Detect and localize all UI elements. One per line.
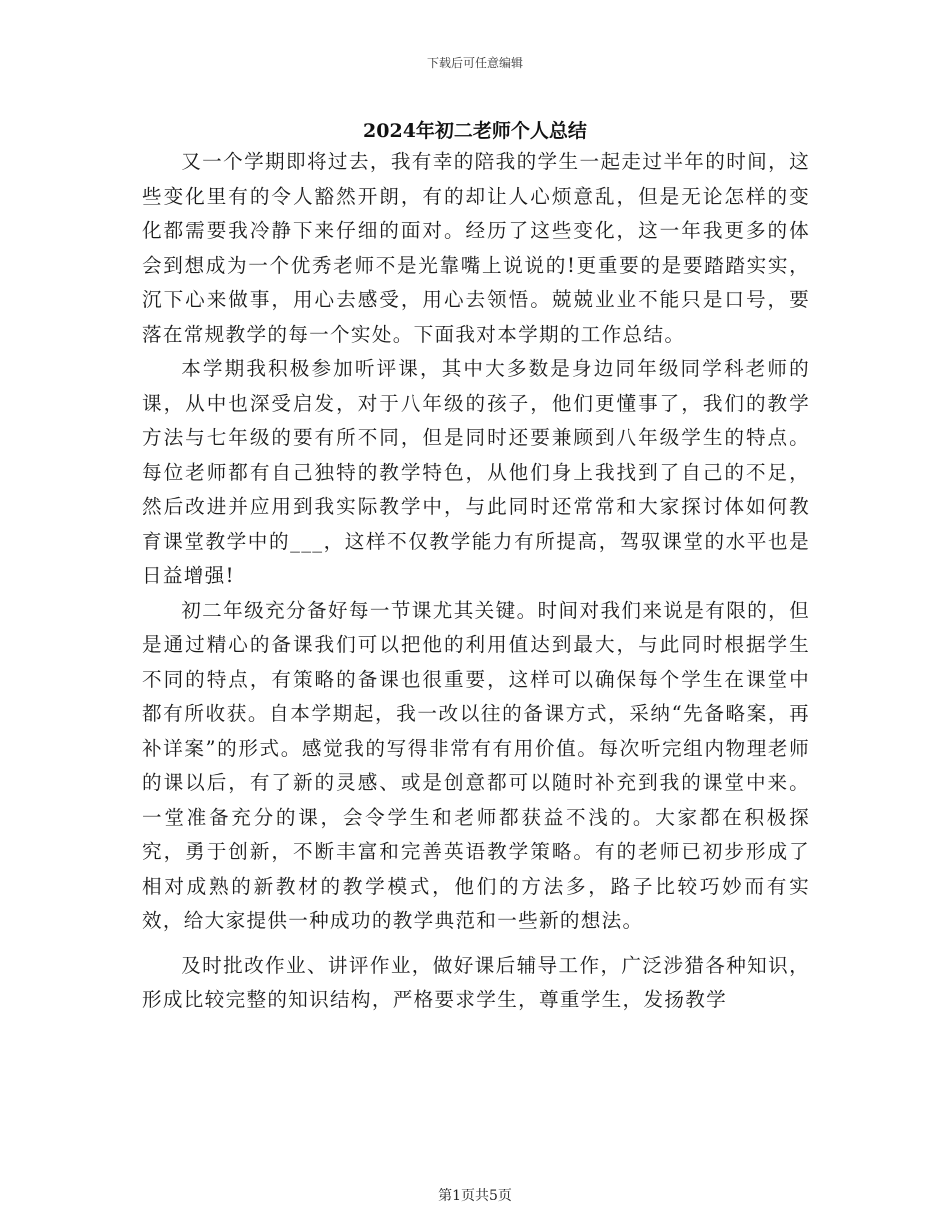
document-body bbox=[142, 145, 810, 1018]
paragraph-4: 及时批改作业、讲评作业，做好课后辅导工作，广泛涉猎各种知识，形成比较完整的知识结构，严格要求学生，尊重学生，发扬教学 bbox=[142, 953, 810, 1011]
paragraph-2: 本学期我积极参加听评课，其中大多数是身边同年级同学科老师的课，从中也深受启发，对于八年级的孩子，他们更懂事了，我们的教学方法与七年级的要有所不同，但是同时还要兼顾到八年级学生的特点。每位老师都有自己独特的教学特色，从他们身上我找到了自己的不足，然后改进并应用到我实际教学中，与此同时还常常和大家探讨体如何教育课堂教学中的___，这样不仅教学能力有所提高，驾驭课堂的水平也是日益增强! bbox=[142, 357, 810, 587]
document-title: 2024年初二老师个人总结 bbox=[363, 120, 587, 142]
paragraph-3: 初二年级充分备好每一节课尤其关键。时间对我们来说是有限的，但是通过精心的备课我们可以把他的利用值达到最大，与此同时根据学生不同的特点，有策略的备课也很重要，这样可以确保每个学生在课堂中都有所收获。自本学期起，我一改以往的备课方式，采纳“先备略案，再补详案”的形式。感觉我的写得非常有有用价值。每次听完组内物理老师的课以后，有了新的灵感、或是创意都可以随时补充到我的课堂中来。一堂准备充分的课，会令学生和老师都获益不浅的。大家都在积极探究，勇于创新，不断丰富和完善英语教学策略。有的老师已初步形成了相对成熟的新教材的教学模式，他们的方法多，路子比较巧妙而有实效，给大家提供一种成功的教学典范和一些新的想法。 bbox=[142, 598, 810, 932]
page-header: 下载后可任意编辑 bbox=[426, 56, 523, 70]
paragraph-1: 又一个学期即将过去，我有幸的陪我的学生一起走过半年的时间，这些变化里有的令人豁然开朗，有的却让人心烦意乱，但是无论怎样的变化都需要我冷静下来仔细的面对。经历了这些变化，这一年我更多的体会到想成为一个优秀老师不是光靠嘴上说说的!更重要的是要踏踏实实，沉下心来做事，用心去感受，用心去领悟。兢兢业业不能只是口号，要落在常规教学的每一个实处。下面我对本学期的工作总结。 bbox=[142, 150, 810, 346]
page-footer: 第1页共5页 bbox=[438, 1188, 512, 1204]
